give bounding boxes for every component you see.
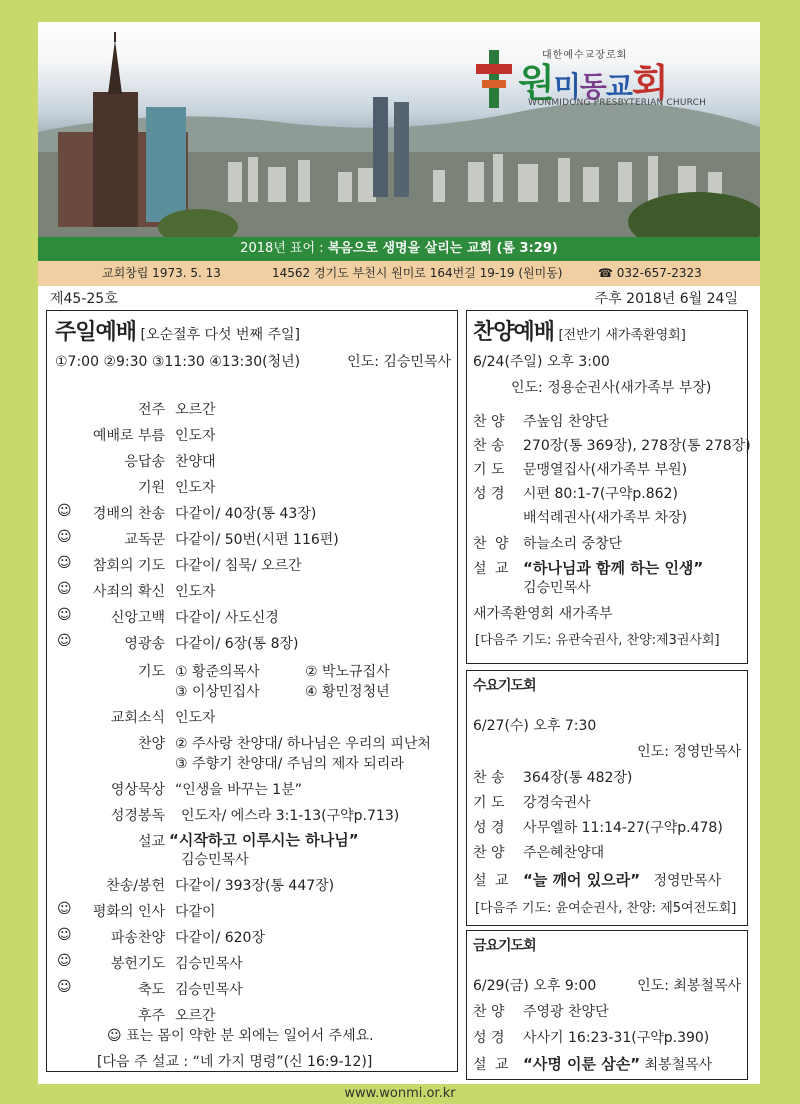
wednesday-next: [다음주 기도: 윤여순권사, 찬양: 제5여전도회] [475, 901, 737, 916]
order-label: 찬 양 [473, 845, 505, 861]
motto-prefix: 2018년 표어 : [240, 241, 328, 256]
order-label: 교독문 [124, 532, 165, 548]
order-label: 기 도 [473, 795, 505, 811]
praise-time: 6/24(주일) 오후 3:00 [473, 354, 610, 370]
standing-mark-icon: ☺ [57, 927, 72, 943]
website-url: www.wonmi.or.kr [344, 1086, 456, 1101]
order-label: 봉헌기도 [110, 956, 165, 972]
service-times: ①7:00 ②9:30 ③11:30 ④13:30(청년) [55, 354, 301, 370]
logo-char: 원 [518, 61, 554, 105]
order-label: 경배의 찬송 [92, 506, 165, 522]
order-label: 성 경 [473, 820, 505, 836]
order-label: 영광송 [124, 636, 165, 652]
phone-number: ☎ 032-657-2323 [598, 266, 702, 280]
prayer-label: 기도 [137, 664, 165, 680]
order-value: 다같이 [175, 904, 216, 920]
news-value: 인도자 [175, 710, 216, 726]
sunday-title: 주일예배 [55, 320, 137, 345]
order-value: 찬양대 [175, 454, 216, 470]
logo-char: 회 [631, 61, 668, 105]
order-label: 전주 [137, 402, 165, 418]
standing-mark-icon: ☺ [57, 979, 72, 995]
sunday-worship-section [46, 310, 458, 1072]
church-logo [472, 46, 707, 116]
prayer-person: ② 박노규집사 [305, 664, 390, 680]
order-label: 찬 송 [473, 770, 505, 786]
order-value: 사사기 16:23-31(구약p.390) [523, 1030, 710, 1046]
prayer-person: ④ 황민정청년 [305, 684, 390, 700]
order-label: 후주 [137, 1008, 165, 1024]
order-label: 참회의 기도 [92, 558, 165, 574]
standing-mark-icon: ☺ [57, 607, 72, 623]
praise-subtitle: [전반기 새가족환영회] [558, 328, 686, 343]
order-label: 신앙고백 [110, 610, 165, 626]
sermon-title: “시작하고 이루시는 하나님” [169, 831, 359, 849]
cross-logo-icon [472, 50, 516, 108]
order-value: 강경숙권사 [523, 795, 591, 811]
order-label: 찬 양 [473, 1004, 505, 1020]
address: 14562 경기도 부천시 원미로 164번길 19-19 (원미동) [272, 266, 563, 280]
video-label: 영상묵상 [110, 782, 165, 798]
next-sermon: [다음 주 설교 : “네 가지 명령”(신 16:9-12)] [97, 1054, 373, 1070]
welcome-party: 새가족환영회 새가족부 [473, 606, 613, 622]
praise-sermon-preacher: 김승민목사 [523, 580, 591, 596]
order-label: 예배로 부름 [92, 428, 165, 444]
video-value: “인생을 바꾸는 1분” [175, 782, 302, 798]
motto-text: 복음으로 생명을 살리는 교회 (롬 3:29) [327, 241, 558, 256]
wednesday-prayer-section [466, 670, 748, 926]
bulletin-page [38, 22, 760, 1084]
praise-sermon-label: 설 교 [473, 561, 511, 577]
order-label: 응답송 [124, 454, 165, 470]
church-info-bar [38, 261, 760, 286]
order-label: 찬 송 [473, 438, 505, 454]
order-value: 다같이/ 40장(통 43장) [175, 506, 317, 522]
founded-date: 교회창립 1973. 5. 13 [102, 266, 221, 280]
friday-sermon-preacher: 최봉철목사 [644, 1057, 713, 1073]
standing-note: ☺ 표는 몸이 약한 분 외에는 일어서 주세요. [107, 1028, 374, 1044]
order-value: 인도자 [175, 584, 216, 600]
order-value: 김승민목사 [175, 956, 243, 972]
order-label: 기원 [137, 480, 165, 496]
order-value: 시편 80:1-7(구약p.862) [523, 486, 678, 502]
praise-reader: 배석례권사(새가족부 차장) [523, 510, 688, 526]
wednesday-sermon-preacher: 정영만목사 [653, 873, 722, 889]
sunday-subtitle: [오순절후 다섯 번째 주일] [140, 327, 300, 343]
praise-hymn-label: 찬 양 [473, 536, 511, 552]
order-value: 다같이/ 사도신경 [175, 610, 279, 626]
order-value: 오르간 [175, 402, 216, 418]
order-label: 찬송/봉헌 [106, 878, 165, 894]
prayer-person: ③ 이상민집사 [175, 684, 260, 700]
logo-char: 미 [553, 70, 580, 103]
order-value: 주영광 찬양단 [523, 1004, 609, 1020]
order-value: 주은혜찬양대 [523, 845, 605, 861]
praise-next: [다음주 기도: 유관숙권사, 찬양:제3권사회] [475, 633, 720, 648]
order-value: 364장(통 482장) [523, 770, 633, 786]
order-value: 다같이/ 침묵/ 오르간 [175, 558, 302, 574]
reading-value: 인도자/ 에스라 3:1-13(구약p.713) [181, 808, 400, 824]
praise-sermon-title: “하나님과 함께 하는 인생” [523, 559, 704, 577]
friday-time: 6/29(금) 오후 9:00 [473, 978, 597, 994]
order-value: 다같이/ 6장(통 8장) [175, 636, 299, 652]
standing-mark-icon: ☺ [57, 953, 72, 969]
yearly-motto [38, 237, 760, 261]
order-label: 기 도 [473, 462, 505, 478]
sermon-preacher: 김승민목사 [181, 852, 249, 868]
order-label: 축도 [137, 982, 165, 998]
wednesday-leader: 인도: 정영만목사 [637, 744, 741, 760]
order-value: 사무엘하 11:14-27(구약p.478) [523, 820, 723, 836]
news-label: 교회소식 [110, 710, 165, 726]
logo-char: 교 [605, 70, 632, 103]
friday-prayer-section [466, 930, 748, 1080]
prayer-person: ① 황준의목사 [175, 664, 260, 680]
order-label: 성 경 [473, 486, 505, 502]
friday-title: 금요기도회 [473, 938, 536, 954]
order-label: 평화의 인사 [92, 904, 165, 920]
church-banner-photo [38, 22, 760, 237]
standing-mark-icon: ☺ [57, 503, 72, 519]
denomination-label: 대한예수교장로회 [542, 50, 628, 61]
order-value: 오르간 [175, 1008, 216, 1024]
reading-label: 성경봉독 [110, 808, 165, 824]
order-value: 문맹열집사(새가족부 부원) [523, 462, 688, 478]
order-value: 다같이/ 393장(통 447장) [175, 878, 335, 894]
sermon-label: 설교 [137, 834, 165, 850]
praise-worship-section [466, 310, 751, 664]
standing-mark-icon: ☺ [57, 555, 72, 571]
choir-label: 찬양 [137, 736, 165, 752]
wednesday-title: 수요기도회 [473, 678, 536, 694]
order-value: 270장(통 369장), 278장(통 278장) [523, 438, 751, 454]
order-label: 찬 양 [473, 414, 505, 430]
praise-title: 찬양예배 [473, 320, 555, 345]
order-label: 파송찬양 [110, 930, 165, 946]
choir-item: ② 주사랑 찬양대/ 하나님은 우리의 피난처 [175, 736, 431, 752]
friday-leader: 인도: 최봉철목사 [637, 978, 741, 994]
church-english-name: WONMIDONG PRESBYTERIAN CHURCH [528, 98, 707, 108]
order-value: 다같이/ 50번(시편 116편) [175, 532, 339, 548]
order-value: 인도자 [175, 480, 216, 496]
standing-mark-icon: ☺ [57, 633, 72, 649]
choir-item: ③ 주향기 찬양대/ 주님의 제자 되리라 [175, 756, 404, 772]
order-value: 다같이/ 620장 [175, 930, 265, 946]
praise-hymn-value: 하늘소리 중창단 [523, 536, 623, 552]
wednesday-sermon-label: 설 교 [473, 873, 511, 889]
order-label: 사죄의 확신 [92, 584, 165, 600]
praise-leader: 인도: 정용순권사(새가족부 부장) [511, 380, 712, 396]
wednesday-time: 6/27(수) 오후 7:30 [473, 718, 597, 734]
issue-number: 제45-25호 [50, 291, 118, 307]
standing-mark-icon: ☺ [57, 529, 72, 545]
order-value: 김승민목사 [175, 982, 243, 998]
sunday-leader: 인도: 김승민목사 [347, 354, 451, 370]
order-label: 성 경 [473, 1030, 505, 1046]
wednesday-sermon-title: “늘 깨어 있으라” [523, 871, 641, 889]
bulletin-date: 주후 2018년 6월 24일 [594, 291, 738, 307]
order-value: 인도자 [175, 428, 216, 444]
standing-mark-icon: ☺ [57, 901, 72, 917]
friday-sermon-title: “사명 이룬 삼손” [523, 1055, 641, 1073]
order-value: 주높임 찬양단 [523, 414, 609, 430]
standing-mark-icon: ☺ [57, 581, 72, 597]
friday-sermon-label: 설 교 [473, 1057, 511, 1073]
logo-char: 동 [579, 70, 606, 103]
